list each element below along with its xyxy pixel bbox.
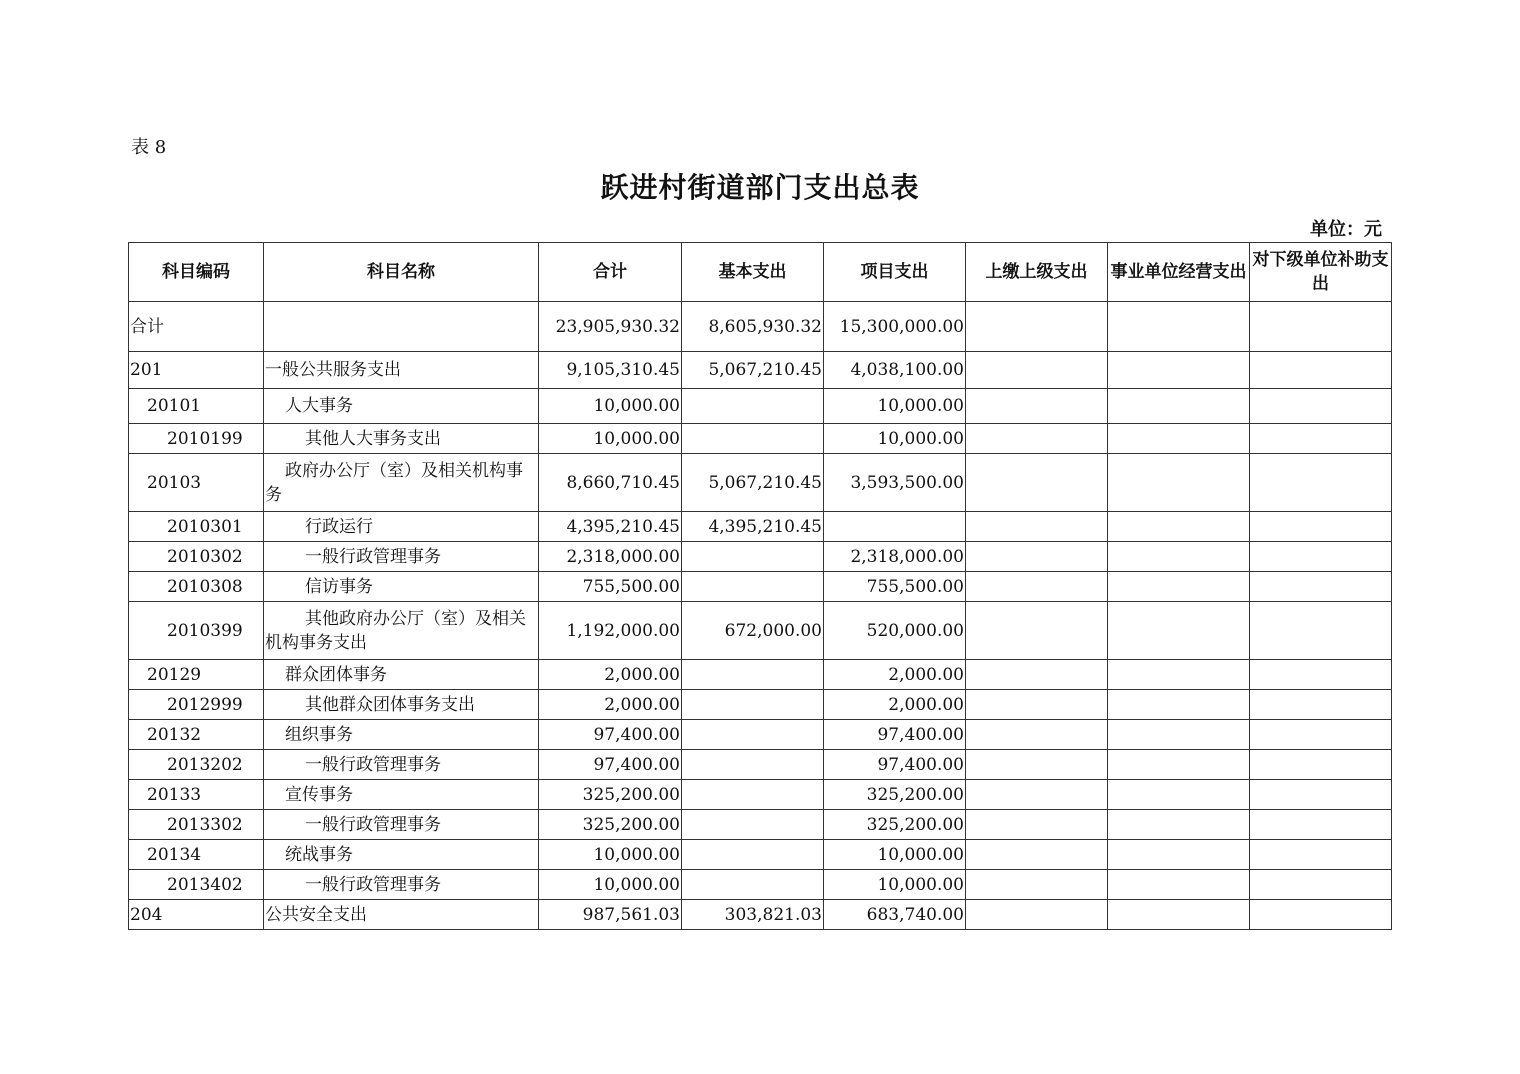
table-row — [129, 512, 1392, 542]
cell-business — [1108, 512, 1250, 542]
cell-upper — [966, 840, 1108, 870]
table-row — [129, 780, 1392, 810]
cell-code: 2013402 — [129, 870, 264, 900]
table-row — [129, 454, 1392, 512]
table-row — [129, 750, 1392, 780]
cell-upper — [966, 454, 1108, 512]
table-row — [129, 389, 1392, 424]
table-body — [129, 302, 1392, 930]
cell-code: 2010302 — [129, 542, 264, 572]
cell-total: 2,000.00 — [539, 690, 682, 720]
cell-project: 4,038,100.00 — [824, 352, 966, 389]
cell-code: 20103 — [129, 454, 264, 512]
cell-upper — [966, 690, 1108, 720]
cell-name: 一般行政管理事务 — [264, 870, 539, 900]
cell-project: 2,318,000.00 — [824, 542, 966, 572]
cell-name — [264, 302, 539, 352]
cell-project: 2,000.00 — [824, 660, 966, 690]
cell-project: 3,593,500.00 — [824, 454, 966, 512]
expenditure-table — [128, 242, 1392, 930]
cell-code: 2010308 — [129, 572, 264, 602]
cell-basic — [682, 840, 824, 870]
cell-code: 20132 — [129, 720, 264, 750]
cell-name: 信访事务 — [264, 572, 539, 602]
cell-name: 宣传事务 — [264, 780, 539, 810]
cell-project: 325,200.00 — [824, 780, 966, 810]
cell-total: 1,192,000.00 — [539, 602, 682, 660]
cell-code: 2010399 — [129, 602, 264, 660]
cell-code: 2013302 — [129, 810, 264, 840]
cell-total: 8,660,710.45 — [539, 454, 682, 512]
cell-subsidy — [1250, 572, 1392, 602]
cell-business — [1108, 454, 1250, 512]
cell-business — [1108, 572, 1250, 602]
cell-name: 组织事务 — [264, 720, 539, 750]
cell-project: 10,000.00 — [824, 389, 966, 424]
table-row — [129, 720, 1392, 750]
cell-basic — [682, 750, 824, 780]
cell-upper — [966, 542, 1108, 572]
cell-name: 公共安全支出 — [264, 900, 539, 930]
cell-upper — [966, 900, 1108, 930]
cell-total: 9,105,310.45 — [539, 352, 682, 389]
cell-upper — [966, 572, 1108, 602]
table-row — [129, 572, 1392, 602]
table-row — [129, 810, 1392, 840]
cell-subsidy — [1250, 810, 1392, 840]
cell-code: 20133 — [129, 780, 264, 810]
cell-code: 2013202 — [129, 750, 264, 780]
cell-code: 20101 — [129, 389, 264, 424]
cell-total: 755,500.00 — [539, 572, 682, 602]
cell-basic — [682, 720, 824, 750]
cell-code: 2010199 — [129, 424, 264, 454]
cell-subsidy — [1250, 750, 1392, 780]
header-basic: 基本支出 — [682, 243, 824, 302]
cell-subsidy — [1250, 352, 1392, 389]
cell-total: 325,200.00 — [539, 810, 682, 840]
cell-subsidy — [1250, 454, 1392, 512]
cell-business — [1108, 389, 1250, 424]
cell-project: 755,500.00 — [824, 572, 966, 602]
cell-basic: 5,067,210.45 — [682, 352, 824, 389]
cell-basic — [682, 424, 824, 454]
cell-subsidy — [1250, 840, 1392, 870]
cell-upper — [966, 352, 1108, 389]
cell-business — [1108, 542, 1250, 572]
cell-total: 10,000.00 — [539, 840, 682, 870]
cell-subsidy — [1250, 424, 1392, 454]
cell-upper — [966, 512, 1108, 542]
cell-upper — [966, 389, 1108, 424]
cell-upper — [966, 424, 1108, 454]
cell-basic: 4,395,210.45 — [682, 512, 824, 542]
cell-basic — [682, 780, 824, 810]
table-row — [129, 302, 1392, 352]
cell-name: 行政运行 — [264, 512, 539, 542]
header-code: 科目编码 — [129, 243, 264, 302]
cell-project: 97,400.00 — [824, 750, 966, 780]
cell-project: 97,400.00 — [824, 720, 966, 750]
cell-basic: 8,605,930.32 — [682, 302, 824, 352]
table-row — [129, 542, 1392, 572]
table-row — [129, 900, 1392, 930]
cell-basic — [682, 690, 824, 720]
cell-subsidy — [1250, 780, 1392, 810]
cell-upper — [966, 720, 1108, 750]
cell-total: 10,000.00 — [539, 389, 682, 424]
cell-subsidy — [1250, 602, 1392, 660]
cell-upper — [966, 810, 1108, 840]
cell-project: 10,000.00 — [824, 424, 966, 454]
cell-business — [1108, 302, 1250, 352]
cell-name: 统战事务 — [264, 840, 539, 870]
table-header-row — [129, 243, 1392, 302]
header-subsidy: 对下级单位补助支出 — [1250, 243, 1392, 302]
cell-subsidy — [1250, 512, 1392, 542]
cell-subsidy — [1250, 870, 1392, 900]
table-row — [129, 660, 1392, 690]
cell-project: 325,200.00 — [824, 810, 966, 840]
cell-business — [1108, 352, 1250, 389]
cell-total: 4,395,210.45 — [539, 512, 682, 542]
cell-project: 520,000.00 — [824, 602, 966, 660]
cell-total: 10,000.00 — [539, 424, 682, 454]
cell-basic — [682, 810, 824, 840]
cell-business — [1108, 750, 1250, 780]
cell-project: 15,300,000.00 — [824, 302, 966, 352]
cell-business — [1108, 660, 1250, 690]
cell-basic — [682, 572, 824, 602]
cell-total: 97,400.00 — [539, 720, 682, 750]
cell-code: 201 — [129, 352, 264, 389]
table-row — [129, 840, 1392, 870]
cell-name: 群众团体事务 — [264, 660, 539, 690]
cell-total: 325,200.00 — [539, 780, 682, 810]
cell-project: 2,000.00 — [824, 690, 966, 720]
cell-basic: 5,067,210.45 — [682, 454, 824, 512]
header-name: 科目名称 — [264, 243, 539, 302]
table-row — [129, 352, 1392, 389]
cell-business — [1108, 720, 1250, 750]
cell-business — [1108, 840, 1250, 870]
header-upper: 上缴上级支出 — [966, 243, 1108, 302]
cell-code: 2012999 — [129, 690, 264, 720]
cell-basic: 303,821.03 — [682, 900, 824, 930]
table-number: 表 8 — [131, 137, 167, 158]
cell-upper — [966, 602, 1108, 660]
cell-upper — [966, 750, 1108, 780]
cell-project: 10,000.00 — [824, 840, 966, 870]
cell-total: 10,000.00 — [539, 870, 682, 900]
cell-upper — [966, 870, 1108, 900]
cell-total: 987,561.03 — [539, 900, 682, 930]
cell-code: 20129 — [129, 660, 264, 690]
cell-name: 一般公共服务支出 — [264, 352, 539, 389]
table-row — [129, 602, 1392, 660]
document-title: 跃进村街道部门支出总表 — [600, 171, 920, 204]
cell-business — [1108, 810, 1250, 840]
cell-total: 2,000.00 — [539, 660, 682, 690]
cell-subsidy — [1250, 302, 1392, 352]
unit-label: 单位：元 — [1310, 219, 1382, 240]
header-business: 事业单位经营支出 — [1108, 243, 1250, 302]
cell-upper — [966, 660, 1108, 690]
cell-business — [1108, 780, 1250, 810]
cell-basic: 672,000.00 — [682, 602, 824, 660]
cell-name: 政府办公厅（室）及相关机构事务 — [264, 454, 539, 512]
cell-subsidy — [1250, 900, 1392, 930]
cell-name: 一般行政管理事务 — [264, 810, 539, 840]
cell-code: 2010301 — [129, 512, 264, 542]
cell-total: 2,318,000.00 — [539, 542, 682, 572]
cell-name: 其他人大事务支出 — [264, 424, 539, 454]
cell-upper — [966, 302, 1108, 352]
cell-business — [1108, 424, 1250, 454]
cell-basic — [682, 542, 824, 572]
cell-total: 23,905,930.32 — [539, 302, 682, 352]
cell-basic — [682, 870, 824, 900]
cell-name: 人大事务 — [264, 389, 539, 424]
cell-project — [824, 512, 966, 542]
cell-business — [1108, 602, 1250, 660]
cell-name: 其他政府办公厅（室）及相关机构事务支出 — [264, 602, 539, 660]
cell-name: 一般行政管理事务 — [264, 542, 539, 572]
table-row — [129, 870, 1392, 900]
cell-business — [1108, 690, 1250, 720]
table-row — [129, 690, 1392, 720]
cell-project: 683,740.00 — [824, 900, 966, 930]
cell-business — [1108, 870, 1250, 900]
cell-code: 20134 — [129, 840, 264, 870]
cell-code: 204 — [129, 900, 264, 930]
header-total: 合计 — [539, 243, 682, 302]
cell-total: 97,400.00 — [539, 750, 682, 780]
cell-basic — [682, 660, 824, 690]
cell-subsidy — [1250, 389, 1392, 424]
cell-name: 其他群众团体事务支出 — [264, 690, 539, 720]
cell-code: 合计 — [129, 302, 264, 352]
cell-upper — [966, 780, 1108, 810]
cell-name: 一般行政管理事务 — [264, 750, 539, 780]
cell-subsidy — [1250, 542, 1392, 572]
cell-basic — [682, 389, 824, 424]
header-project: 项目支出 — [824, 243, 966, 302]
cell-subsidy — [1250, 720, 1392, 750]
table-row — [129, 424, 1392, 454]
cell-project: 10,000.00 — [824, 870, 966, 900]
cell-subsidy — [1250, 690, 1392, 720]
cell-business — [1108, 900, 1250, 930]
cell-subsidy — [1250, 660, 1392, 690]
